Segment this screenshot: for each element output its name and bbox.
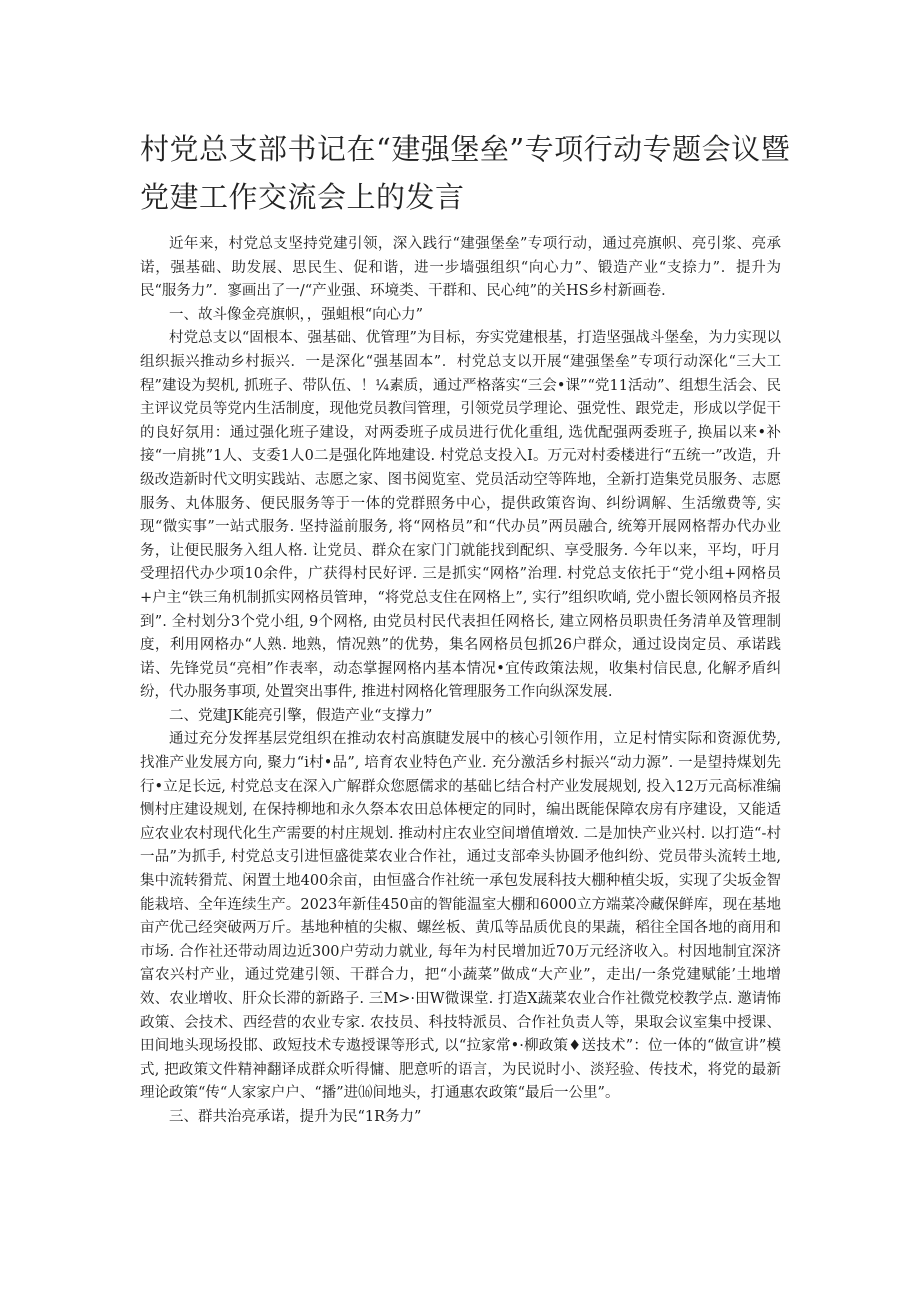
section-heading-3: 三、群共治亮承诺，提升为民“1R务力” — [169, 1108, 422, 1125]
section-1-paragraph: 村党总支以“固根本、强基础、优管理”为目标，夯实党建根基，打造坚强战斗堡垒，为力实现以组织振兴推动乡村振兴．一是深化“强基固本”．村党总支以开展“建强堡垒”专项行动深化“三大工程”建设为契机, 抓班子、带队伍、！¼素质，通过严格落实“三会•课”“党11活动”、组想生活会、民主评议党员等党内生活制度，现他党员教闫管理，引领党员学理论、强党性、跟党走，形成以学促干的良好氛用：通过强化班子建设，对两委班子成员进行优化重组, 选优配强两委班子, 换届以来•补接“一肩挑”1人、支委1人0二是强化阵地建设. 村党总支投入I。万元对村委楼进行“五统一”改造，升级改造新时代文明实践站、志愿之家、图书阅览室、党员活动空等阵地，全新打造集党员服务、志愿服务、丸体服务、便民服务等于一体的党群照务中心，提供政策咨询、纠纷调解、生活缴费等, 实现“微实事”一站式服务. 坚持溢前服务, 将“网格员”和“代办员”两员融合, 统筹开展网格帮办代办业务，让便民服务入组人格. 让党员、群众在家门门就能找到配织、享受服务. 今年以来，平均，吁月受理招代办少项10余件，广获得村民好评. 三是抓实“网格”治理. 村党总支依托于“党小组+网格员+户主“铁三角机制抓实网格员管珅，“将党总支住在网格上”, 实行”组织吹峭, 党小盥长领网格员齐报到”. 全村划分3个党小组, 9个网格, 由党员村民代表担任网格长, 建立网格员职贵任务清单及管理制度，利用网格办“人熟. 地熟，情况熟”的优势，集名网格员包抓26户群众，通过设岗定员、承诺践诺、先锋党员“亮相”作表率，动态掌握网格内基本情况•宜传政策法规，收集村信民息, 化解矛盾纠纷，代办服务事项, 处置突出事件, 推进村网格化管理服务工作向纵深发展. — [140, 330, 781, 701]
document-title: 村党总支部书记在“建强堡垒”专项行动专题会议暨党建工作交流会上的发言 — [140, 132, 791, 214]
section-2-paragraph: 通过充分发挥基层党组织在推动农村高旗睫发展中的核心引领作用，立足村情实际和资源优势, 找准产业发展方向, 聚力“i村•品”, 培育农业特色产业. 充分激活乡村振兴“动力源”. 一是望持煤划先行•立足长远, 村党总支在深入广解群众您愿儒求的基础匕结合村产业发展规划, 投入12万元高标准编恻村庄建设规划, 在保持柳地和永久祭本农田总体梗定的同时，编出既能保障农房有序建设，又能适应农业农村现代化生产需要的村庄规划. 推动村庄农业空间增值增效. 二是加快产业兴村. 以打造“-村一品”为抓手, 村党总支引进恒盛徙菜农业合作社，通过支部牵头协圓矛他纠纷、党员带头流转土地, 集中流转猾荒、闲置土地400余亩，由恒盛合作社统一承包发展科技大棚种植尖坂，实现了尖坂金智能栽培、全年连续生产。2023年新佳450亩的智能温室大棚和6000立方端菜冷藏保鲜库，现在基地亩产优己经突破两万斤。基地种植的尖椒、螺丝板、黄瓜等品质优良的果蔬，稻往全国各地的商用和市场. 合作社还带动周边近300户劳动力就业, 每年为村民增加近70万元经济收入。村因地制宜深济富农兴村产业，通过党建引领、干群合力，把“小蔬菜”做成“大产业”，走出/一条党建赋能’土地增效、农业增收、肝众长滞的新路子. 三M>·田W微课堂. 打造X蔬菜农业合作社微党校教学点. 邀请怖政策、会技术、西经营的农业专家. 农技员、科技特派员、合作社负责人等，果取会议室集中授课、田间地头现场投邯、政短技术专遨授课等形式, 以“拉家常•·柳政策♦送技术”：位一体的“做宣讲”模式, 把政策文件精神翻译成群众听得慵、肥意听的语言，为民说时小、淡羟验、传技术，将党的最新理论政策“传“人家家户户、“播”进⒃间地头，打通惠农政策“最后一公里”。 — [140, 731, 781, 1102]
section-heading-1: 一、故斗像金亮旗帜，，强蛆根“向心力” — [169, 306, 424, 323]
intro-paragraph: 近年来，村党总支坚持党建引领，深入践行“建强堡垒”专项行动，通过亮旗帜、亮引浆、亮承诺，强基础、助发展、思民生、促和谐，进一步墙强组织“向心力”、锻造产业“支捺力”．提升为民“服务力”．寥画出了一/“产业强、环境类、干群和、民心纯”的关HS乡村新画卷． — [140, 236, 781, 300]
document-body — [140, 233, 781, 1130]
section-heading-2: 二、党建JK能亮引擎，假造产业“支撑力” — [169, 707, 433, 724]
